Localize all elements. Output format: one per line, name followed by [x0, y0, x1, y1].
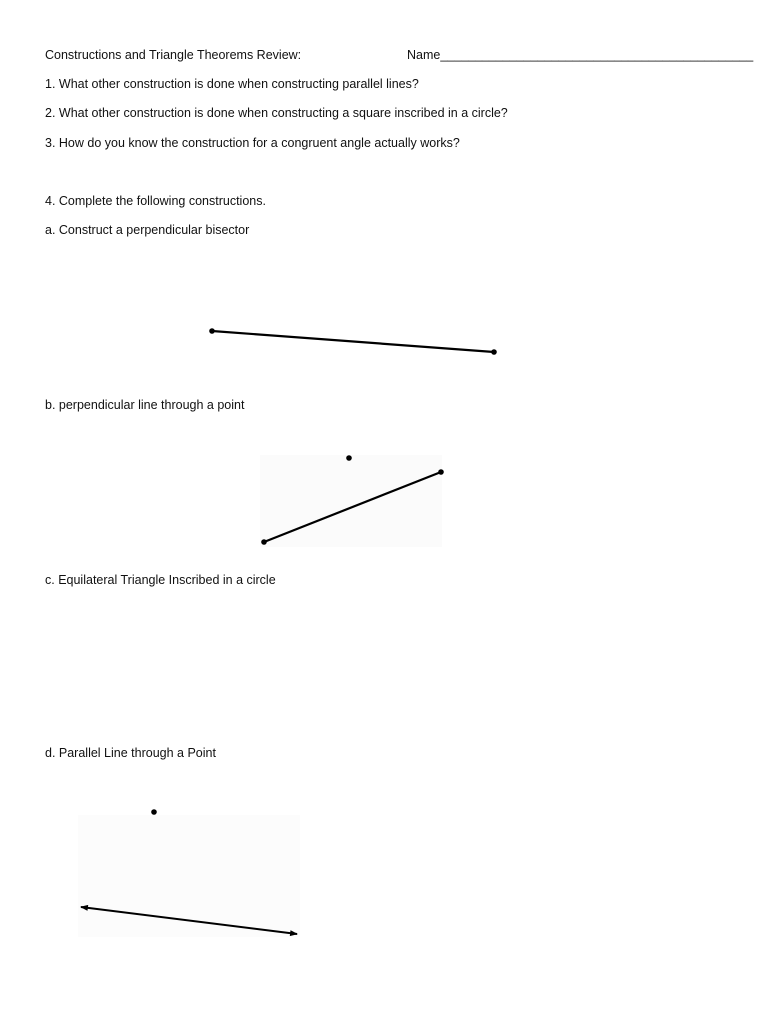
question-1: 1. What other construction is done when constructing parallel lines?: [45, 77, 419, 91]
endpoint-a2: [491, 349, 497, 355]
part-c-label: c. Equilateral Triangle Inscribed in a circle: [45, 573, 276, 587]
point-d: [151, 809, 157, 815]
segment-a: [209, 328, 497, 355]
question-2: 2. What other construction is done when constructing a square inscribed in a circle?: [45, 106, 508, 120]
point-b: [346, 455, 352, 461]
endpoint-b1: [261, 539, 267, 545]
question-4: 4. Complete the following constructions.: [45, 194, 266, 208]
part-a-label: a. Construct a perpendicular bisector: [45, 223, 250, 237]
question-3: 3. How do you know the construction for a congruent angle actually works?: [45, 136, 460, 150]
part-b-label: b. perpendicular line through a point: [45, 398, 245, 412]
endpoint-a1: [209, 328, 215, 334]
figure-d-background: [78, 815, 300, 937]
part-d-label: d. Parallel Line through a Point: [45, 746, 216, 760]
name-field[interactable]: Name_____________________________________________: [407, 48, 754, 62]
endpoint-b2: [438, 469, 444, 475]
worksheet-title: Constructions and Triangle Theorems Review:: [45, 48, 302, 62]
